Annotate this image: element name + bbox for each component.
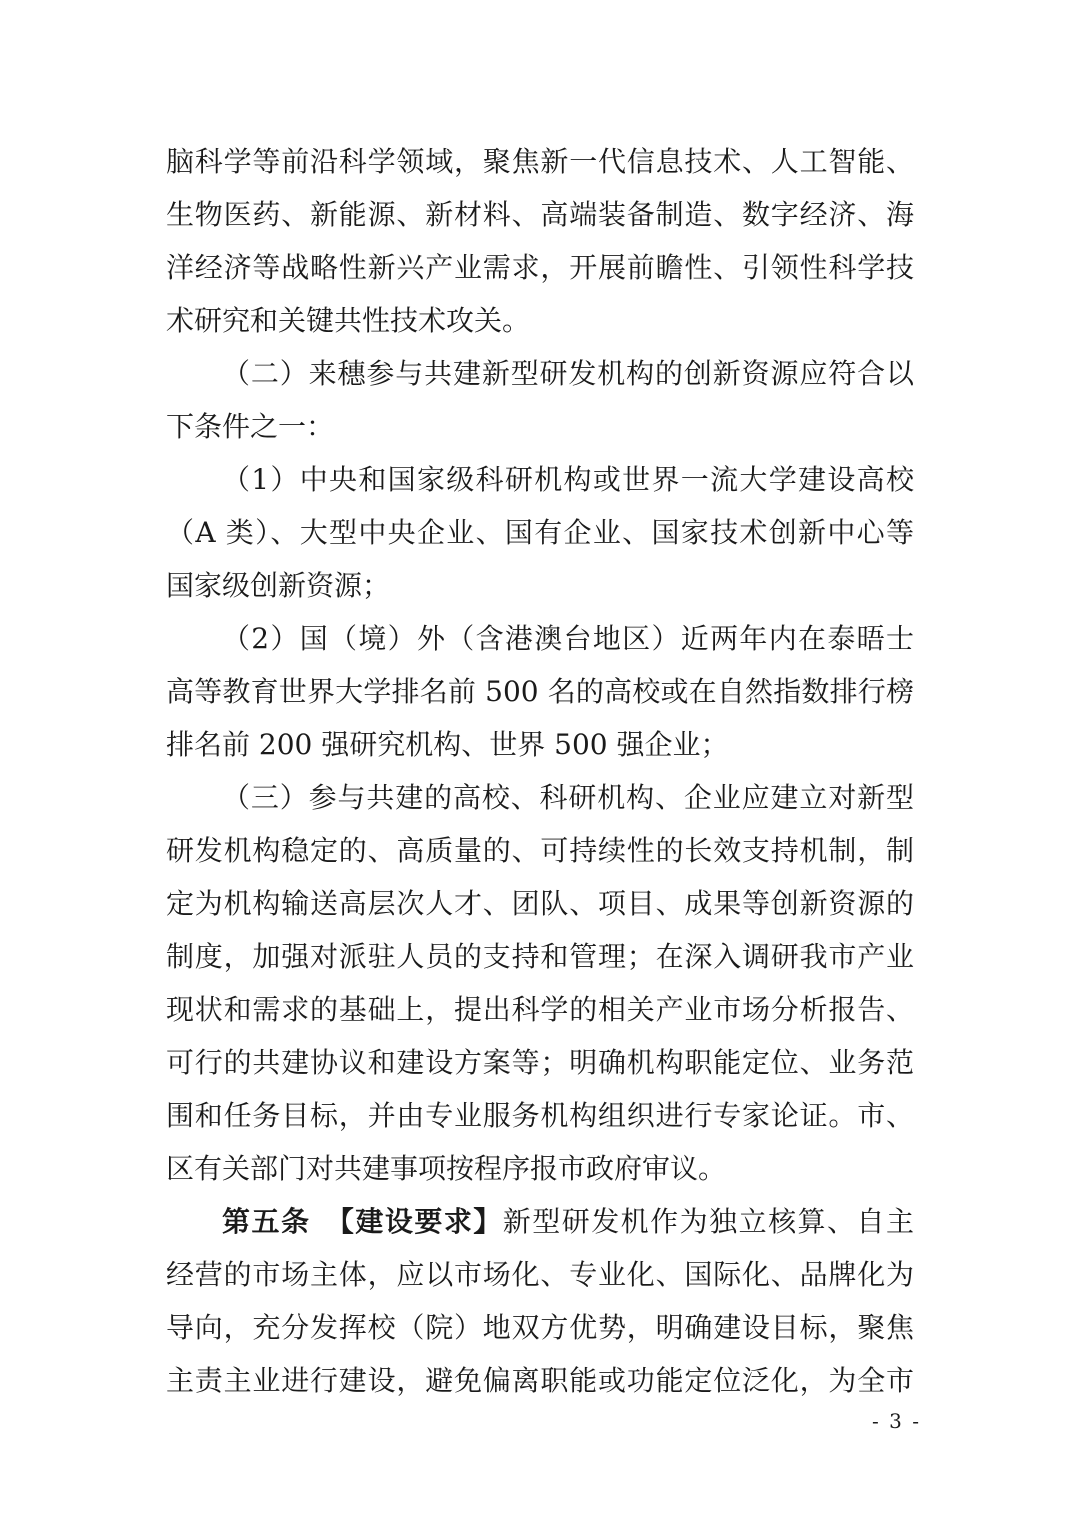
- text-line: 生物医药、新能源、新材料、高端装备制造、数字经济、海: [166, 198, 914, 231]
- article-first-line: [166, 1195, 914, 1248]
- text-line: 国家级创新资源；: [166, 569, 391, 602]
- text-line: 导向，充分发挥校（院）地双方优势，明确建设目标，聚焦: [166, 1311, 914, 1344]
- text-line: 经营的市场主体，应以市场化、专业化、国际化、品牌化为: [166, 1258, 914, 1291]
- text-line: 定为机构输送高层次人才、团队、项目、成果等创新资源的: [166, 887, 914, 920]
- text-line: 高等教育世界大学排名前 500 名的高校或在自然指数排行榜: [166, 675, 914, 708]
- text-line: 洋经济等战略性新兴产业需求，开展前瞻性、引领性科学技: [166, 251, 914, 284]
- text-line: 研发机构稳定的、高质量的、可持续性的长效支持机制，制: [166, 834, 914, 867]
- text-line: （1）中央和国家级科研机构或世界一流大学建设高校: [222, 463, 914, 496]
- text-line: （A 类）、大型中央企业、国有企业、国家技术创新中心等: [166, 516, 914, 549]
- article-tag: 【建设要求】: [324, 1205, 503, 1238]
- page-number: - 3 -: [872, 1409, 921, 1433]
- text-line: 脑科学等前沿科学领域，聚焦新一代信息技术、人工智能、: [166, 145, 914, 178]
- article-heading: 第五条: [222, 1205, 311, 1238]
- text-line: 区有关部门对共建事项按程序报市政府审议。: [166, 1152, 727, 1185]
- text-line: 围和任务目标，并由专业服务机构组织进行专家论证。市、: [166, 1099, 914, 1132]
- text-line: （三）参与共建的高校、科研机构、企业应建立对新型: [222, 781, 914, 814]
- text-line: 可行的共建协议和建设方案等；明确机构职能定位、业务范: [166, 1046, 914, 1079]
- text-line: （2）国（境）外（含港澳台地区）近两年内在泰晤士: [222, 622, 914, 655]
- text-line: 制度，加强对派驻人员的支持和管理；在深入调研我市产业: [166, 940, 914, 973]
- text-line: 术研究和关键共性技术攻关。: [166, 304, 531, 337]
- document-body: [166, 135, 914, 1407]
- text-line: （二）来穗参与共建新型研发机构的创新资源应符合以: [222, 357, 914, 390]
- text-line: 下条件之一：: [166, 410, 335, 443]
- text-line: 现状和需求的基础上，提出科学的相关产业市场分析报告、: [166, 993, 914, 1026]
- text-line: 主责主业进行建设，避免偏离职能或功能定位泛化，为全市: [166, 1364, 914, 1397]
- article-text: 新型研发机作为独立核算、自主: [502, 1205, 914, 1238]
- text-line: 排名前 200 强研究机构、世界 500 强企业；: [166, 728, 729, 761]
